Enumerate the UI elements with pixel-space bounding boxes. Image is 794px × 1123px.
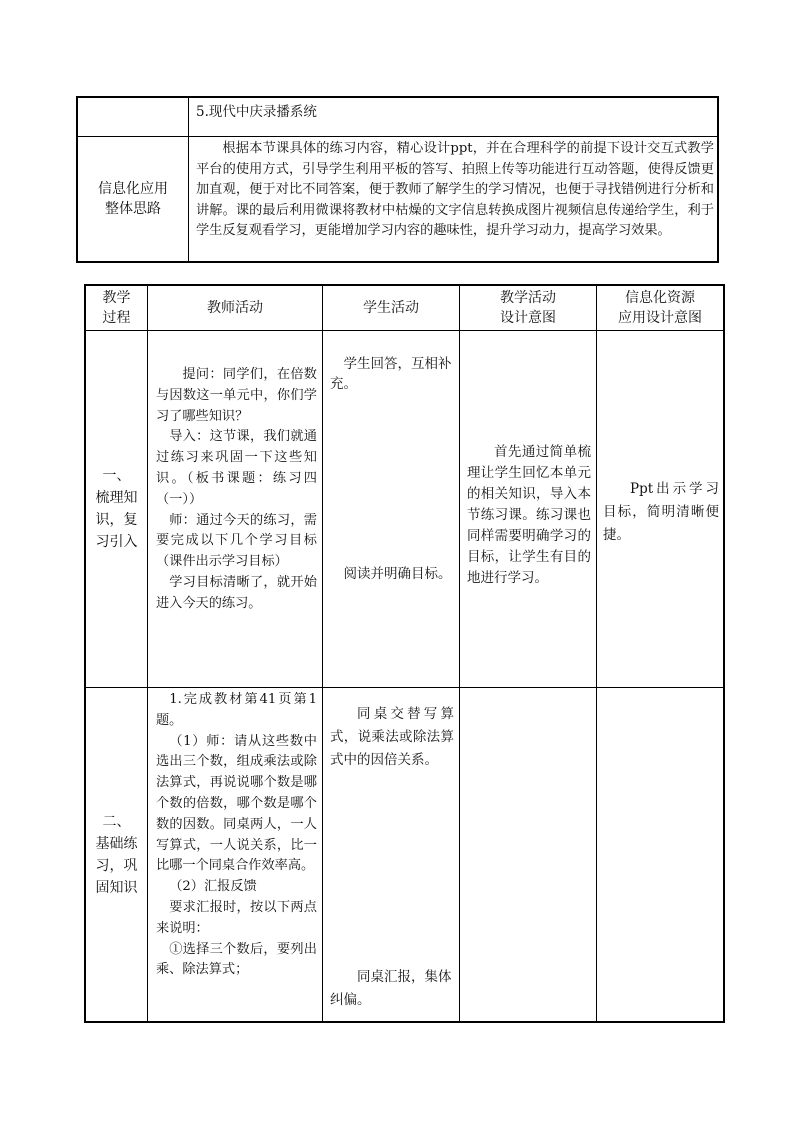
row1-design: 首先通过简单梳理让学生回忆本单元的相关知识，导入本节练习课。练习课也同样需要明确学习的目标，让学生有目的地进行学习。 bbox=[467, 444, 591, 586]
label-line: 信息化应用 bbox=[98, 181, 168, 197]
row2-stage bbox=[86, 688, 147, 1021]
teacher-paragraph: （1）师：请从这些数中选出三个数，组成乘法或除法算式，再说说哪个数是哪个数的倍数，哪个数是哪个数的因数。同桌两人，一人写算式，一人说关系，比一比哪一个同桌合作效率高。 bbox=[156, 733, 317, 874]
teacher-paragraph: ①选择三个数后，要列出乘、除法算式； bbox=[156, 941, 317, 978]
row2-student-write: 同桌交替写算式，说乘法或除法算式中的因倍关系。 bbox=[330, 706, 454, 768]
stage-line: 固知识 bbox=[95, 879, 138, 896]
teacher-paragraph: （2）汇报反馈 bbox=[169, 879, 257, 895]
row1-student-read: 阅读并明确目标。 bbox=[343, 566, 452, 582]
stage-line: 习引入 bbox=[95, 534, 138, 550]
table-border bbox=[84, 687, 725, 688]
header-teacher bbox=[148, 286, 322, 330]
stage-line: 梳理知 bbox=[95, 490, 138, 506]
row2-student-report: 同桌汇报，集体纠偏。 bbox=[330, 969, 452, 1008]
label-line: 整体思路 bbox=[105, 201, 161, 217]
top-row2-label bbox=[78, 137, 188, 261]
table-border bbox=[596, 284, 597, 1023]
header-student bbox=[323, 286, 459, 330]
teacher-paragraph: 导入：这节课，我们就通过练习来巩固一下这些知识。（板书课题：练习四（一）） bbox=[156, 429, 317, 507]
table-border bbox=[459, 284, 460, 1023]
header-line: 设计意图 bbox=[500, 310, 556, 326]
header-info bbox=[597, 286, 723, 330]
row1-stage bbox=[86, 331, 147, 687]
row1-teacher bbox=[156, 365, 317, 615]
header-line: 信息化资源 bbox=[625, 290, 695, 306]
header-design bbox=[460, 286, 596, 330]
header-line: 学生活动 bbox=[363, 300, 419, 316]
teacher-paragraph: 师：通过今天的练习，需要完成以下几个学习目标（课件出示学习目标） bbox=[156, 512, 317, 570]
header-stage bbox=[86, 286, 147, 330]
row2-teacher bbox=[156, 690, 317, 981]
teacher-paragraph: 学习目标清晰了，就开始进入今天的练习。 bbox=[156, 574, 317, 611]
row1-info: Ppt出示学习目标，简明清晰便捷。 bbox=[603, 481, 719, 543]
table-border bbox=[322, 284, 323, 1023]
stage-line: 习，巩 bbox=[95, 857, 138, 874]
table-border bbox=[84, 1021, 725, 1023]
table-border bbox=[76, 261, 719, 263]
table-border bbox=[147, 284, 148, 1023]
table-border bbox=[717, 96, 719, 263]
table-border bbox=[84, 330, 725, 331]
top-row1-content: 5.现代中庆录播系统 bbox=[196, 104, 317, 120]
header-line: 教学 bbox=[102, 290, 131, 306]
header-line: 过程 bbox=[102, 310, 131, 326]
table-border bbox=[76, 96, 719, 98]
teacher-paragraph: 提问：同学们，在倍数与因数这一单元中，你们学习了哪些知识？ bbox=[156, 367, 317, 424]
teacher-paragraph: 要求汇报时，按以下两点来说明： bbox=[156, 899, 317, 936]
header-line: 应用设计意图 bbox=[618, 310, 702, 326]
header-line: 教师活动 bbox=[207, 300, 263, 316]
table-border bbox=[723, 284, 725, 1023]
teacher-paragraph: 1.完成教材第41页第1题。 bbox=[156, 692, 317, 728]
stage-line: 基础练 bbox=[95, 835, 138, 852]
top-row2-content: 根据本节课具体的练习内容，精心设计ppt，并在合理科学的前提下设计交互式教学平台的使用方式，引导学生利用平板的答写、拍照上传等功能进行互动答题，使得反馈更加直观，便于对比不同答案，便于教师了解学生的学习情况，也便于寻找错例进行分析和讲解。课的最后利用微课将教材中枯燥的文字信息转换成图片视频信息传递给学生，利于学生反复观看学习，更能增加学习内容的趣味性，提升学习动力，提高学习效果。 bbox=[196, 141, 714, 238]
table-border bbox=[188, 96, 189, 263]
stage-line: 一、 bbox=[102, 468, 131, 484]
stage-line: 识，复 bbox=[95, 512, 138, 528]
stage-line: 二、 bbox=[102, 813, 131, 830]
header-line: 教学活动 bbox=[500, 290, 556, 306]
row1-student-answer: 学生回答，互相补充。 bbox=[330, 356, 452, 392]
